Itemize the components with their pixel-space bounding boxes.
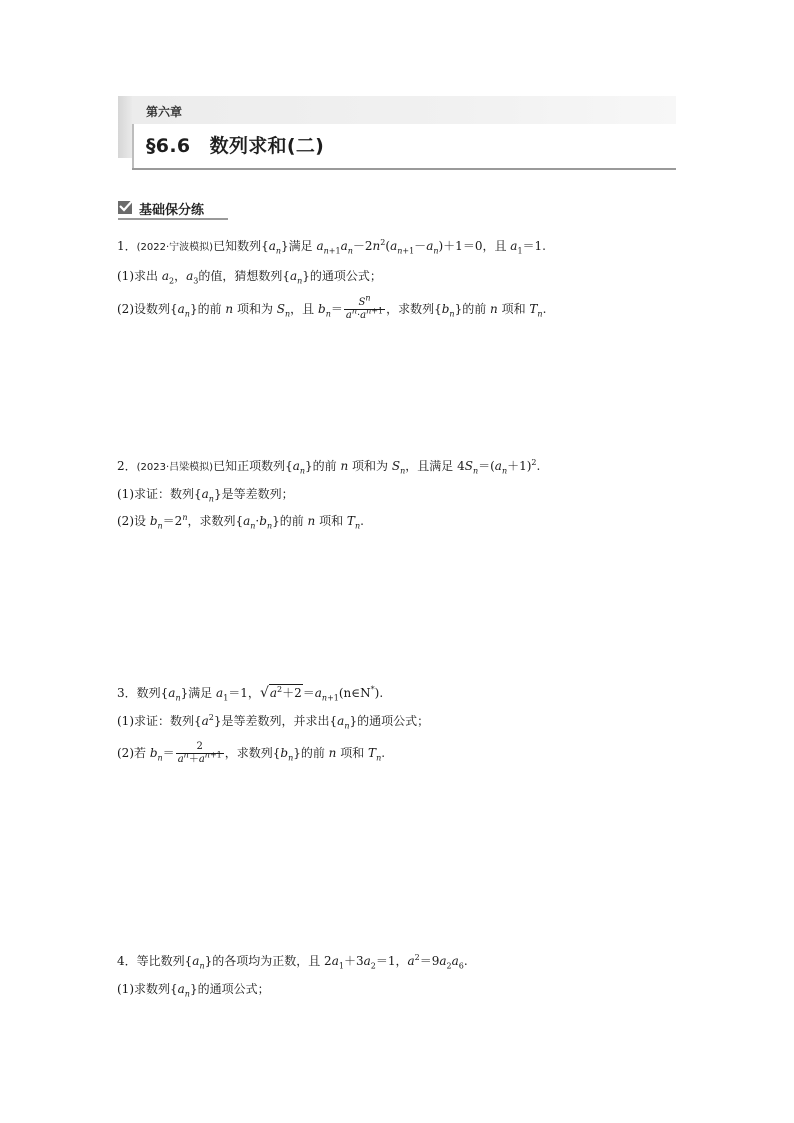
question-text: ，且满足 4 xyxy=(405,459,465,473)
question-2-part-2: (2)设 $b_n=2^n$，求数列$\{a_n\cdot b_n\}$的前 n 项和 $T_n$. xyxy=(117,513,364,531)
question-text: (2)若 xyxy=(117,746,150,760)
checkbox-icon xyxy=(118,201,132,214)
practice-section-tag xyxy=(118,198,228,220)
practice-label: 基础保分练 xyxy=(139,203,205,218)
header-accent-bar xyxy=(118,96,132,158)
question-text: 的值，猜想数列{ xyxy=(198,269,290,283)
question-text: }的前 xyxy=(305,459,341,473)
question-text: (n∈N xyxy=(338,686,371,700)
question-text: }的前 xyxy=(272,514,308,528)
question-text: (1)求出 xyxy=(117,269,162,283)
question-text: (2)设数列{ xyxy=(117,302,178,316)
question-text: ，求数列{ xyxy=(187,514,244,528)
question-2-part-1: (1)求证：数列$\{a_n\}$是等差数列； xyxy=(117,487,294,504)
question-1-part-1: (1)求出 $a_2$，$a_3$的值，猜想数列$\{a_n\}$的通项公式； xyxy=(117,269,382,286)
question-text: ＝9 xyxy=(419,954,440,968)
question-text: ＝( xyxy=(478,459,495,473)
chapter-label: 第六章 xyxy=(146,105,183,119)
question-text: ＝0，且 xyxy=(462,239,511,253)
question-4-stem: 4．等比数列$\{a_n\}$的各项均为正数，且 $2a_1+3a_2=1$，$a^2=9a_2a_6$. xyxy=(117,953,468,971)
question-text: ，且 xyxy=(290,302,318,316)
question-text: }的通项公式； xyxy=(302,269,382,283)
question-text: 数列{ xyxy=(136,686,169,700)
question-text: 已知正项数列{ xyxy=(213,459,293,473)
question-source: (2022·宁波模拟) xyxy=(136,242,214,253)
question-3-part-2: (2)若 $b_n=$ $\frac{2}{a^n+a^{n+1}}$ ，求数列$\{b_n\}$的前 n 项和 $T_n$. xyxy=(117,741,386,765)
question-text: 项和 xyxy=(336,746,369,760)
question-text: }的各项均为正数，且 2 xyxy=(204,954,332,968)
question-3-part-1: (1)求证：数列$\{a^2\}$是等差数列，并求出$\{a_n\}$的通项公式； xyxy=(117,713,430,731)
fraction: $\frac{S^n}{a^n\cdot a^{n+1}}$ xyxy=(345,293,384,321)
question-text: }的前 xyxy=(454,302,491,316)
question-1-part-2: (2)设数列$\{a_n\}$的前 n 项和为 $S_n$，且 $b_n=$ $\frac{S^n}{a^n\cdot a^{n+1}}$ ，求数列$\{b_n\}$的前 n 项和 $T_n$. xyxy=(117,293,547,321)
question-text: }满足 xyxy=(180,686,217,700)
question-number: 1． xyxy=(117,239,137,253)
chapter-header xyxy=(118,96,676,170)
header-strip xyxy=(132,96,676,124)
question-text: 项和为 xyxy=(348,459,392,473)
question-source: (2023·吕梁模拟) xyxy=(136,462,214,473)
question-text: }的前 xyxy=(293,746,329,760)
question-text: (1)求证：数列{ xyxy=(117,714,202,728)
question-text: }的通项公式； xyxy=(349,714,430,728)
question-text: ＋1) xyxy=(507,459,532,473)
question-text: 项和 xyxy=(315,514,347,528)
fraction: $\frac{2}{a^n+a^{n+1}}$ xyxy=(177,741,222,765)
question-4-part-1: (1)求数列$\{a_n\}$的通项公式； xyxy=(117,982,270,999)
question-number: 3． xyxy=(117,686,137,700)
sqrt-sign: √ xyxy=(259,685,269,701)
question-text: (1)求证：数列{ xyxy=(117,487,202,501)
question-text: ，求数列{ xyxy=(386,302,442,316)
header-divider xyxy=(132,124,134,168)
question-text: 项和为 xyxy=(233,302,277,316)
question-3-stem: 3．数列$\{a_n\}$满足 $a_1=1$，$√a^2+2=a_{n+1}(n\in N^*)$. xyxy=(117,685,384,703)
question-text: ＝1. xyxy=(522,239,546,253)
question-text: 等比数列{ xyxy=(136,954,193,968)
question-text: (1)求数列{ xyxy=(117,982,178,996)
question-text: 项和 xyxy=(497,302,530,316)
question-number: 2． xyxy=(117,459,137,473)
question-text: }是等差数列； xyxy=(213,487,294,501)
section-title: §6.6 数列求和(二) xyxy=(146,135,325,157)
question-number: 4． xyxy=(117,954,137,968)
question-text: ，求数列{ xyxy=(224,746,281,760)
question-2-stem: 2．(2023·吕梁模拟)已知正项数列$\{a_n\}$的前 n 项和为 $S_n$，且满足 $4S_n=(a_n+1)^2$. xyxy=(117,458,541,476)
radicand: $a^2+2$ xyxy=(269,685,302,700)
question-text: ＝1， xyxy=(228,686,260,700)
question-1-stem: 1．(2022·宁波模拟)已知数列$\{a_n\}$满足 $a_{n+1}a_n-2n^2(a_{n+1}-a_n)+1=0$，且 $a_1=1$. xyxy=(117,238,546,256)
question-text: }是等差数列，并求出{ xyxy=(213,714,338,728)
header-underline xyxy=(132,168,676,170)
practice-underline xyxy=(118,218,228,220)
question-text: 已知数列{ xyxy=(213,239,269,253)
question-text: }的前 xyxy=(189,302,226,316)
question-text: }满足 xyxy=(281,239,317,253)
question-text: ＝1， xyxy=(375,954,408,968)
question-text: ＋3 xyxy=(343,954,364,968)
question-text: (2)设 xyxy=(117,514,150,528)
question-text: }的通项公式； xyxy=(189,982,270,996)
